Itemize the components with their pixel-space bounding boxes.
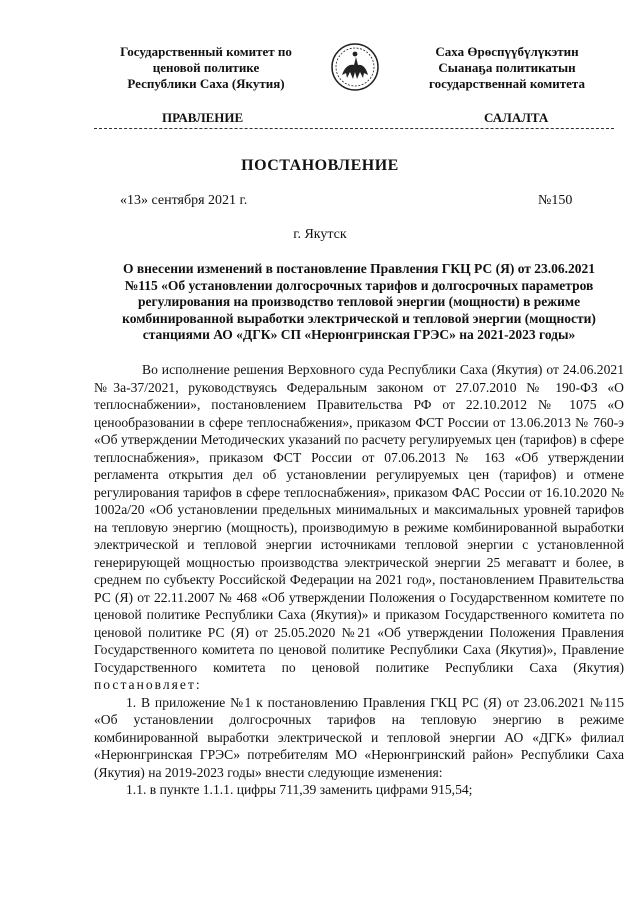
issuer-name-russian bbox=[96, 44, 316, 92]
issuer-line: Государственный комитет по bbox=[120, 44, 292, 59]
issuer-line: ценовой политике bbox=[152, 60, 260, 75]
document-body bbox=[94, 361, 624, 799]
preamble-text: Во исполнение решения Верховного суда Республики Саха (Якутия) от 24.06.2021 №3а-37/2021, руководствуясь Федеральным законом от 27.07.2010 № 190-ФЗ «О теплоснабжении», постановлением Правительства РФ от 22.10.2012 № 1075 «О ценообразовании в сфере теплоснабжения», приказом ФСТ России от 13.06.2013 № 760-э «Об утверждении Методических указаний по расчету регулируемых цен (тарифов) в сфере теплоснабжения», приказом ФСТ России от 07.06.2013 № 163 «Об утверждении регламента открытия дел об установлении регулируемых цен (тарифов) и отмене регулирования тарифов в сфере теплоснабжения», приказом ФАС России от 16.10.2020 № 1002а/20 «Об установлении предельных минимальных и максимальных уровней тарифов на тепловую энергию (мощность), производимую в режиме комбинированной выработки электрической и тепловой энергии источниками тепловой энергии с установленной генерирующей мощностью производства электрической энергии 25 мегаватт и более, в среднем по субъекту Российской Федерации на 2021 год», постановлением Правительства РС (Я) от 22.11.2007 № 468 «Об утверждении Положения о Государственном комитете по ценовой политике Республики Саха (Якутия)» и приказом Государственного комитета по ценовой политике РС (Я) от 25.05.2020 №21 «Об утверждении Положения Правления Государственного комитета по ценовой политике Республики Саха (Якутия)», Правление Государственного комитета по ценовой политике Республики Саха (Якутия) bbox=[94, 362, 624, 675]
subject-line: О внесении изменений в постановление Правления ГКЦ РС (Я) от 23.06.2021 bbox=[122, 261, 596, 276]
issuer-line: государственнай комитета bbox=[429, 76, 585, 91]
item-1-paragraph: 1. В приложение №1 к постановлению Правления ГКЦ РС (Я) от 23.06.2021 №115 «Об установлении долгосрочных тарифов на тепловую энергию в режиме комбинированной выработки электрической и тепловой энергии АО «ДГК» филиал «Нерюнгринская ГРЭС» потребителям МО «Нерюнгринский район» Республики Саха (Якутия) на 2019-2023 годы» внести следующие изменения: bbox=[94, 694, 624, 780]
item-1-1-paragraph: 1.1. в пункте 1.1.1. цифры 711,39 заменить цифрами 915,54; bbox=[126, 782, 473, 797]
department-label-yakut: САЛАЛТА bbox=[484, 110, 549, 125]
document-type-title: ПОСТАНОВЛЕНИЕ bbox=[241, 157, 399, 174]
issuer-line: Саха Өрөспүүбүлүкэтин bbox=[435, 44, 579, 59]
subject-line: №115 «Об установлении долгосрочных тарифов и долгосрочных параметров bbox=[124, 277, 594, 293]
document-date: «13» сентября 2021 г. bbox=[120, 193, 248, 208]
issuer-name-yakut bbox=[392, 44, 622, 92]
preamble-paragraph bbox=[94, 361, 624, 694]
issuer-line: Сыанаҕа политикатын bbox=[438, 60, 576, 75]
department-label-russian: ПРАВЛЕНИЕ bbox=[162, 110, 244, 125]
decree-word: постановляет: bbox=[94, 677, 202, 692]
document-subject bbox=[94, 261, 624, 344]
subject-line: комбинированной выработки электрической и тепловой энергии (мощности) bbox=[122, 310, 596, 326]
header-divider bbox=[94, 128, 614, 129]
issuer-line: Республики Саха (Якутия) bbox=[127, 76, 285, 91]
subject-line: станциями АО «ДГК» СП «Нерюнгринская ГРЭС» на 2021-2023 годы» bbox=[142, 327, 576, 342]
document-number: №150 bbox=[538, 193, 573, 208]
subject-line: регулирования на производство тепловой энергии (мощности) в режиме bbox=[137, 294, 581, 309]
coat-of-arms-icon bbox=[330, 42, 380, 92]
document-city: г. Якутск bbox=[293, 227, 347, 242]
